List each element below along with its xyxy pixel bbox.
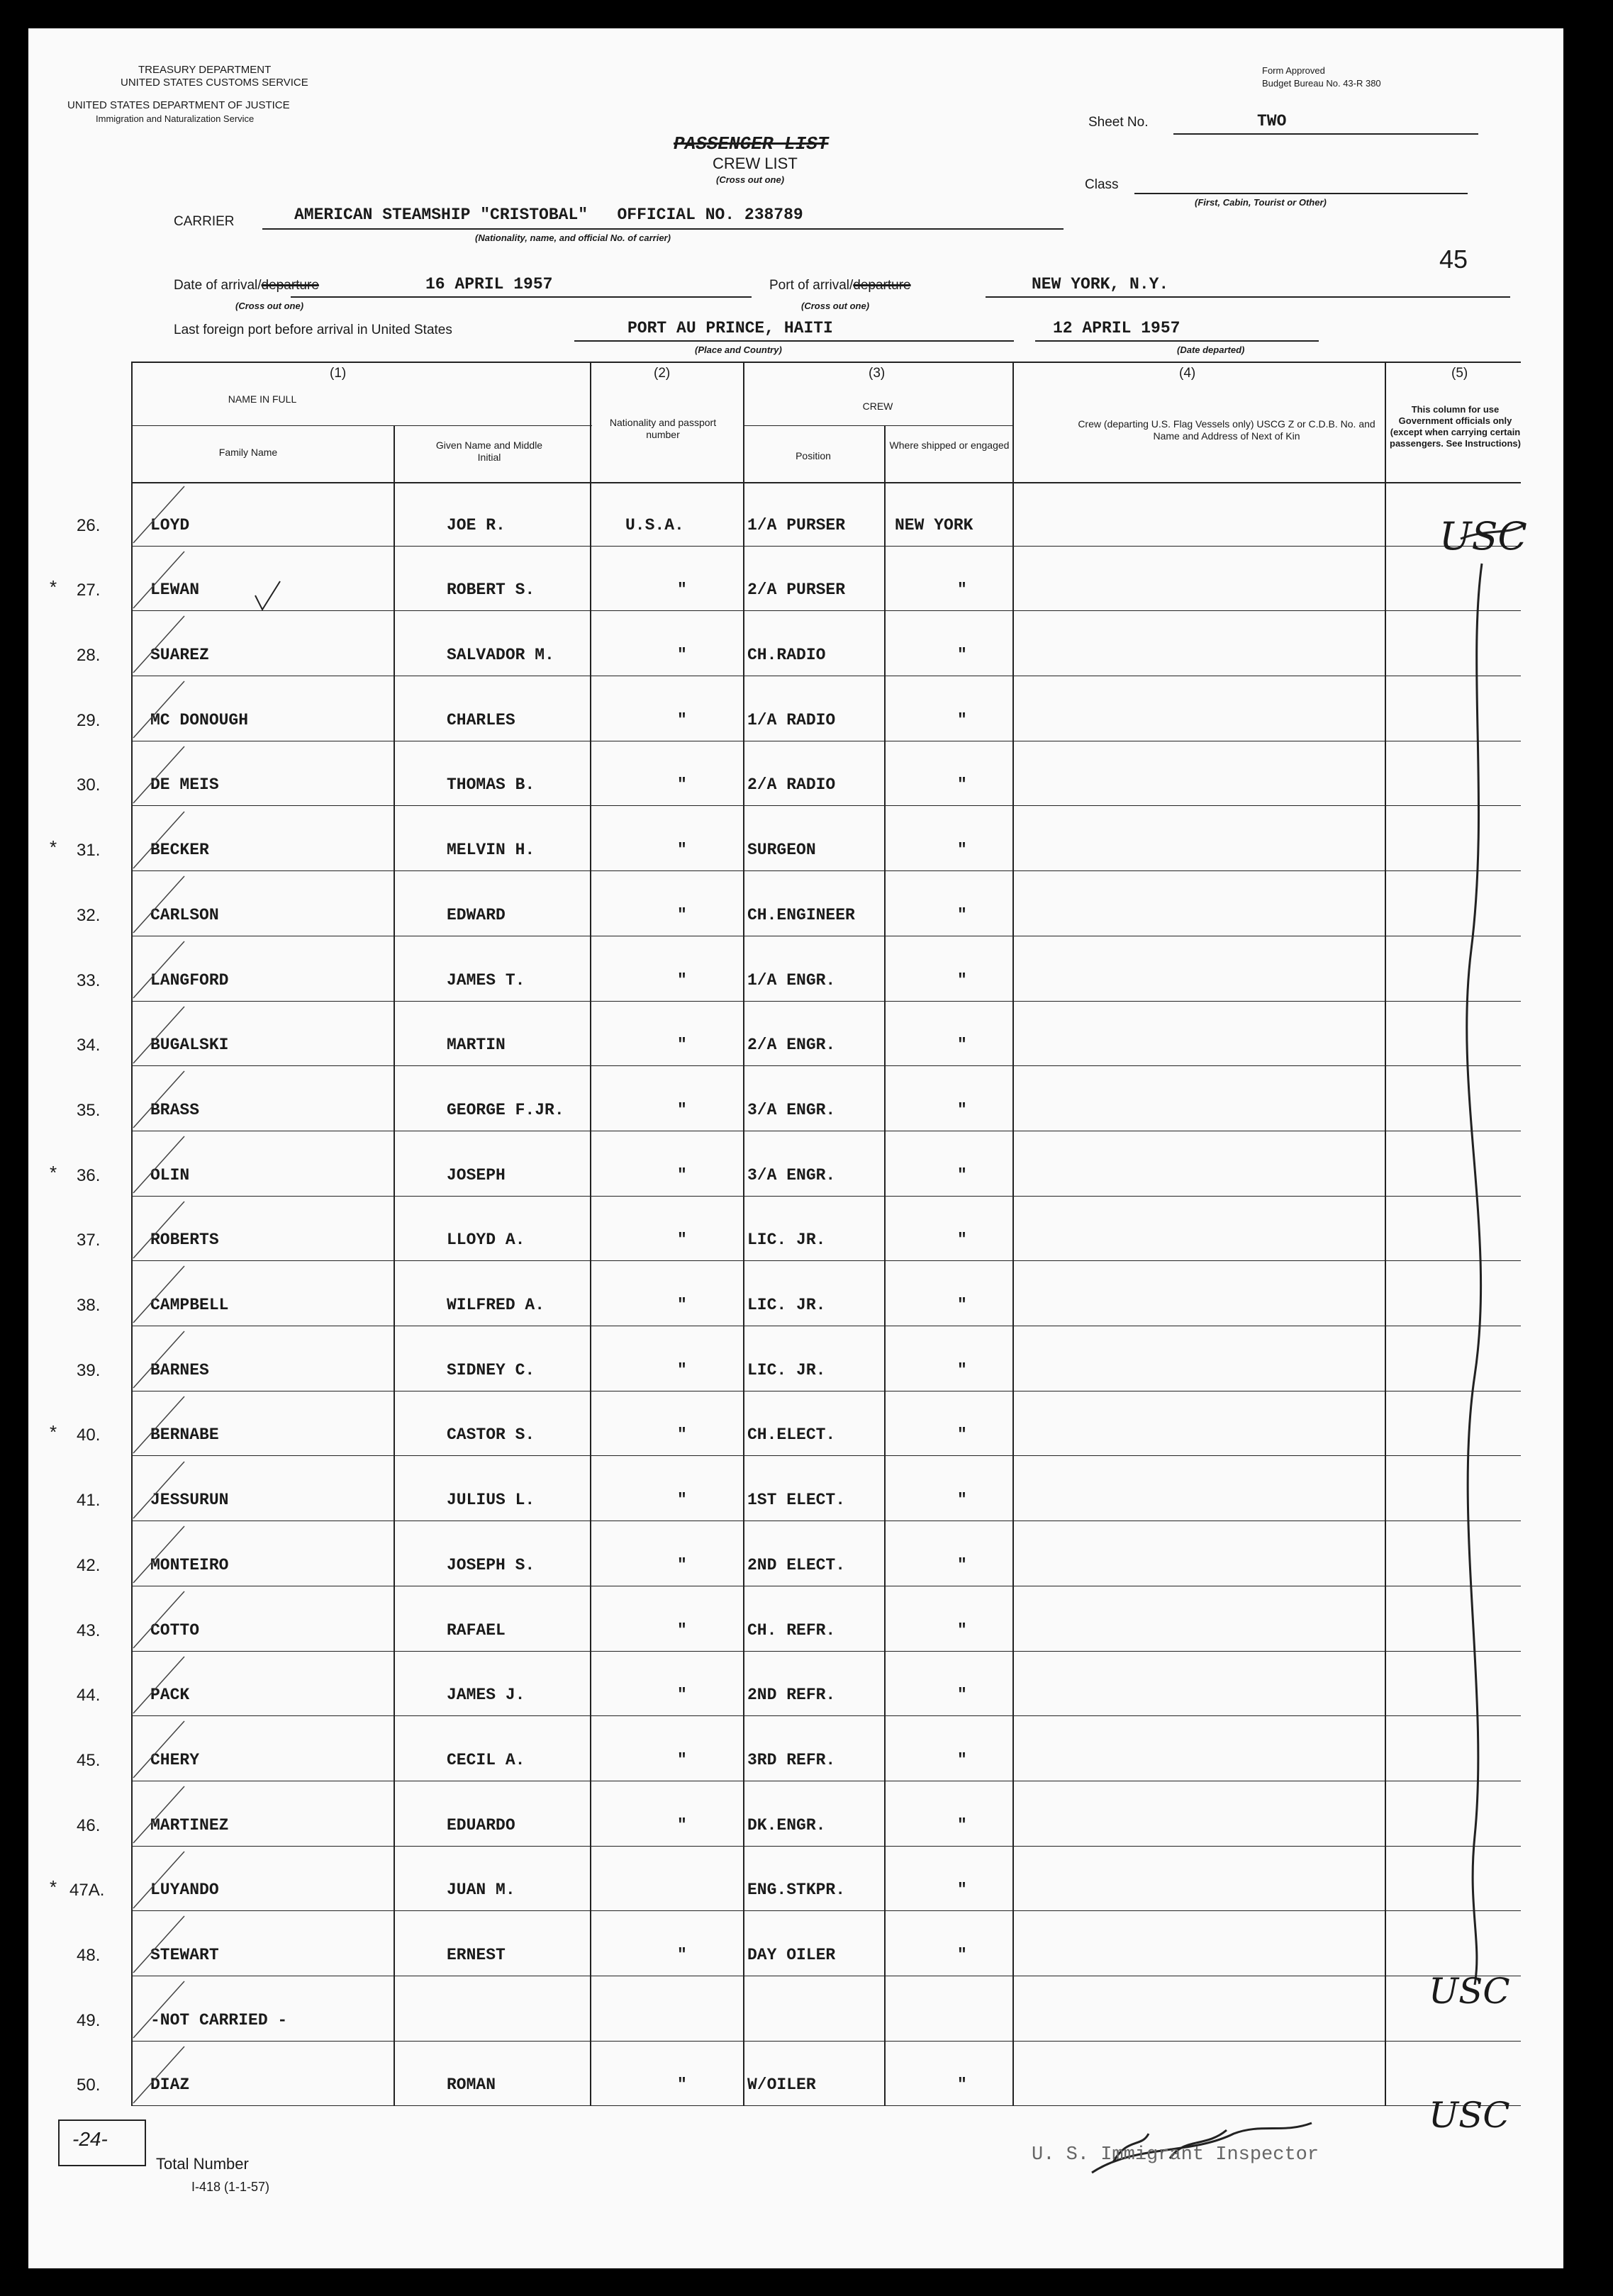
title-main: CREW LIST (713, 155, 798, 172)
given-name: CASTOR S. (447, 1426, 535, 1445)
position: DAY OILER (747, 1946, 836, 1965)
shipped-at: " (957, 1165, 967, 1185)
given-name: JAMES T. (447, 970, 525, 990)
nationality: " (677, 1750, 687, 1769)
family-name: DE MEIS (150, 775, 219, 795)
family-name: DIAZ (150, 2076, 190, 2095)
row-number: 32. (77, 905, 101, 925)
continuation-bracket (1467, 564, 1482, 1985)
official-initials-bottom: USC (1429, 2095, 1510, 2136)
carrier-label: CARRIER (174, 214, 235, 229)
row-asterisk: * (50, 1876, 57, 1898)
given-name: MELVIN H. (447, 841, 535, 860)
position: 2ND REFR. (747, 1686, 836, 1705)
position: 3/A ENGR. (747, 1165, 836, 1185)
family-name: BRASS (150, 1100, 200, 1119)
given-name: SIDNEY C. (447, 1360, 535, 1379)
position: 1ST ELECT. (747, 1491, 846, 1510)
nationality: " (677, 775, 687, 795)
col4-title: Crew (departing U.S. Flag Vessels only) USCG Z or C.D.B. No. and Name and Address of Next of Kin (1078, 418, 1375, 442)
family-name: -NOT CARRIED - (150, 2010, 288, 2029)
given-name: JOSEPH S. (447, 1555, 535, 1574)
nationality: " (677, 1360, 687, 1379)
shipped-at: " (957, 1360, 967, 1379)
row-number: 40. (77, 1426, 101, 1445)
position: 1/A RADIO (747, 710, 836, 729)
col4-number: (4) (1179, 366, 1196, 381)
shipped-at: " (957, 646, 967, 665)
row-number: 45. (77, 1750, 101, 1770)
shipped-at: " (957, 775, 967, 795)
given-name: ERNEST (447, 1946, 506, 1965)
position: W/OILER (747, 2076, 816, 2095)
row-number: 30. (77, 775, 101, 795)
col1-title: NAME IN FULL (228, 393, 297, 405)
row-asterisk: * (50, 1421, 57, 1443)
nationality: " (677, 970, 687, 990)
shipped-at: " (957, 1491, 967, 1510)
shipped-at: NEW YORK (895, 515, 973, 534)
nationality: " (677, 905, 687, 924)
row-number: 27. (77, 581, 101, 600)
form-number: I-418 (1-1-57) (191, 2180, 270, 2194)
given-name: JOSEPH (447, 1165, 506, 1185)
given-name: SALVADOR M. (447, 646, 554, 665)
position: CH. REFR. (747, 1620, 836, 1640)
row-number: 47A. (69, 1881, 105, 1900)
family-name: BARNES (150, 1360, 209, 1379)
sheet-value: TWO (1257, 112, 1287, 130)
row-number: 33. (77, 970, 101, 990)
row-number: 28. (77, 646, 101, 666)
row-number: 46. (77, 1815, 101, 1835)
col1-family-title: Family Name (218, 447, 278, 458)
position: 3/A ENGR. (747, 1100, 836, 1119)
family-name: PACK (150, 1686, 190, 1705)
nationality: " (677, 2076, 687, 2095)
shipped-at: " (957, 1620, 967, 1640)
nationality: " (677, 1426, 687, 1445)
official-initials-mid: USC (1429, 1971, 1510, 2012)
shipped-at: " (957, 970, 967, 990)
family-name: CARLSON (150, 905, 219, 924)
class-label: Class (1085, 177, 1119, 192)
shipped-at: " (957, 1750, 967, 1769)
arrival-date-value: 16 APRIL 1957 (425, 275, 553, 293)
row-number: 50. (77, 2076, 101, 2095)
nationality: " (677, 1946, 687, 1965)
shipped-at: " (957, 1100, 967, 1119)
family-name: JESSURUN (150, 1491, 229, 1510)
given-name: CHARLES (447, 710, 515, 729)
shipped-at: " (957, 1686, 967, 1705)
nationality: " (677, 1491, 687, 1510)
total-label: Total Number (156, 2155, 249, 2173)
family-name: LUYANDO (150, 1881, 219, 1900)
given-name: LLOYD A. (447, 1231, 525, 1250)
shipped-at: " (957, 1296, 967, 1315)
col1-given-title: Given Name and Middle Initial (435, 439, 543, 463)
given-name: GEORGE F.JR. (447, 1100, 564, 1119)
position: 2/A ENGR. (747, 1036, 836, 1055)
shipped-at: " (957, 710, 967, 729)
given-name: JAMES J. (447, 1686, 525, 1705)
position: LIC. JR. (747, 1360, 826, 1379)
customs-service: UNITED STATES CUSTOMS SERVICE (121, 77, 308, 89)
row-asterisk: * (50, 836, 57, 858)
nationality: " (677, 646, 687, 665)
row-number: 49. (77, 2010, 101, 2030)
row-number: 26. (77, 515, 101, 535)
family-name: CHERY (150, 1750, 200, 1769)
hand-annotations (28, 28, 1563, 2268)
nationality: U.S.A. (625, 515, 684, 534)
position: ENG.STKPR. (747, 1881, 846, 1900)
row-number: 43. (77, 1620, 101, 1640)
given-name: WILFRED A. (447, 1296, 545, 1315)
shipped-at: " (957, 1555, 967, 1574)
row-number: 35. (77, 1100, 101, 1120)
last-port-value: PORT AU PRINCE, HAITI (627, 319, 833, 337)
position: CH.ENGINEER (747, 905, 855, 924)
given-name: EDUARDO (447, 1815, 515, 1835)
col3-number: (3) (869, 366, 886, 381)
row-number: 44. (77, 1686, 101, 1706)
family-name: CAMPBELL (150, 1296, 229, 1315)
nationality: " (677, 581, 687, 600)
row-number: 38. (77, 1296, 101, 1316)
position: CH.RADIO (747, 646, 826, 665)
nationality: " (677, 1036, 687, 1055)
family-name: COTTO (150, 1620, 200, 1640)
carrier-value: AMERICAN STEAMSHIP "CRISTOBAL" OFFICIAL NO. 238789 (294, 206, 803, 224)
shipped-at: " (957, 841, 967, 860)
arrival-port-value: NEW YORK, N.Y. (1032, 275, 1169, 293)
col2-title: Nationality and passport number (609, 417, 717, 440)
nationality: " (677, 1100, 687, 1119)
family-name: OLIN (150, 1165, 190, 1185)
arrival-date-struck: departure (261, 278, 319, 293)
given-name: MARTIN (447, 1036, 506, 1055)
treasury-dept: TREASURY DEPARTMENT (138, 64, 272, 76)
given-name: JUAN M. (447, 1881, 515, 1900)
family-name: BERNABE (150, 1426, 219, 1445)
family-name: LOYD (150, 515, 190, 534)
row-number: 42. (77, 1555, 101, 1575)
arrival-port-hint: (Cross out one) (801, 301, 870, 311)
shipped-at: " (957, 1946, 967, 1965)
col3-title: CREW (862, 401, 893, 412)
given-name: JULIUS L. (447, 1491, 535, 1510)
nationality: " (677, 1165, 687, 1185)
row-number: 31. (77, 841, 101, 861)
row-number: 37. (77, 1231, 101, 1250)
arrival-date-hint: (Cross out one) (235, 301, 304, 311)
family-name: BECKER (150, 841, 209, 860)
shipped-at: " (957, 581, 967, 600)
given-name: EDWARD (447, 905, 506, 924)
row-asterisk: * (50, 1161, 57, 1183)
title-struck: PASSENGER LIST (674, 133, 829, 155)
family-name: STEWART (150, 1946, 219, 1965)
row-number: 41. (77, 1491, 101, 1511)
position: DK.ENGR. (747, 1815, 826, 1835)
family-name: MONTEIRO (150, 1555, 229, 1574)
given-name: RAFAEL (447, 1620, 506, 1640)
ins-service: Immigration and Naturalization Service (96, 113, 255, 124)
position: 1/A ENGR. (747, 970, 836, 990)
departure-date-value: 12 APRIL 1957 (1053, 319, 1181, 337)
position: SURGEON (747, 841, 816, 860)
nationality: " (677, 1686, 687, 1705)
row-number: 29. (77, 710, 101, 730)
form-approved: Form Approved (1262, 65, 1325, 76)
justice-dept: UNITED STATES DEPARTMENT OF JUSTICE (67, 99, 290, 111)
position: LIC. JR. (747, 1231, 826, 1250)
family-name: MARTINEZ (150, 1815, 229, 1835)
family-name: SUAREZ (150, 646, 209, 665)
nationality: " (677, 710, 687, 729)
check-mark (255, 581, 280, 610)
shipped-at: " (957, 1426, 967, 1445)
col5-title: This column for use Government officials only (except when carrying certain passengers. See Instructions) (1390, 404, 1521, 449)
row-number: 39. (77, 1360, 101, 1380)
row-number: 36. (77, 1165, 101, 1185)
nationality: " (677, 841, 687, 860)
given-name: CECIL A. (447, 1750, 525, 1769)
family-name: ROBERTS (150, 1231, 219, 1250)
last-port-hint: (Place and Country) (695, 345, 782, 355)
nationality: " (677, 1231, 687, 1250)
position: CH.ELECT. (747, 1426, 836, 1445)
arrival-port-label-text: Port of arrival/ (769, 278, 854, 293)
last-port-label: Last foreign port before arrival in United States (174, 323, 452, 337)
nationality: " (677, 1620, 687, 1640)
given-name: JOE R. (447, 515, 506, 534)
given-name: ROMAN (447, 2076, 496, 2095)
total-value: -24- (72, 2128, 108, 2150)
position: 2/A PURSER (747, 581, 846, 600)
col3-shipped-title: Where shipped or engaged (889, 439, 1010, 451)
col1-number: (1) (330, 366, 347, 381)
given-name: ROBERT S. (447, 581, 535, 600)
crew-list-form (28, 28, 1563, 2268)
sheet-label: Sheet No. (1088, 115, 1149, 130)
row-number: 48. (77, 1946, 101, 1966)
row-asterisk: * (50, 576, 57, 598)
shipped-at: " (957, 2076, 967, 2095)
family-name: MC DONOUGH (150, 710, 249, 729)
position: LIC. JR. (747, 1296, 826, 1315)
arrival-port-struck: departure (853, 278, 911, 293)
inspector-label: U. S. Immigrant Inspector (1032, 2144, 1319, 2166)
given-name: THOMAS B. (447, 775, 535, 795)
col3-position-title: Position (796, 450, 831, 461)
family-name: LEWAN (150, 581, 200, 600)
title-note: (Cross out one) (716, 174, 785, 185)
shipped-at: " (957, 1881, 967, 1900)
nationality: " (677, 1815, 687, 1835)
arrival-date-label-text: Date of arrival/ (174, 278, 262, 293)
page-number: 45 (1439, 245, 1468, 274)
budget-bureau: Budget Bureau No. 43-R 380 (1262, 78, 1381, 89)
official-initials-top: USC (1439, 514, 1527, 559)
shipped-at: " (957, 1036, 967, 1055)
col5-number: (5) (1451, 366, 1468, 381)
position: 2/A RADIO (747, 775, 836, 795)
family-name: LANGFORD (150, 970, 229, 990)
nationality: " (677, 1296, 687, 1315)
shipped-at: " (957, 1231, 967, 1250)
position: 1/A PURSER (747, 515, 846, 534)
departure-date-hint: (Date departed) (1177, 345, 1245, 355)
nationality: " (677, 1555, 687, 1574)
col2-number: (2) (654, 366, 671, 381)
family-name: BUGALSKI (150, 1036, 229, 1055)
position: 3RD REFR. (747, 1750, 836, 1769)
class-hint: (First, Cabin, Tourist or Other) (1195, 197, 1327, 208)
shipped-at: " (957, 905, 967, 924)
shipped-at: " (957, 1815, 967, 1835)
row-number: 34. (77, 1036, 101, 1055)
position: 2ND ELECT. (747, 1555, 846, 1574)
carrier-hint: (Nationality, name, and official No. of carrier) (475, 233, 671, 243)
